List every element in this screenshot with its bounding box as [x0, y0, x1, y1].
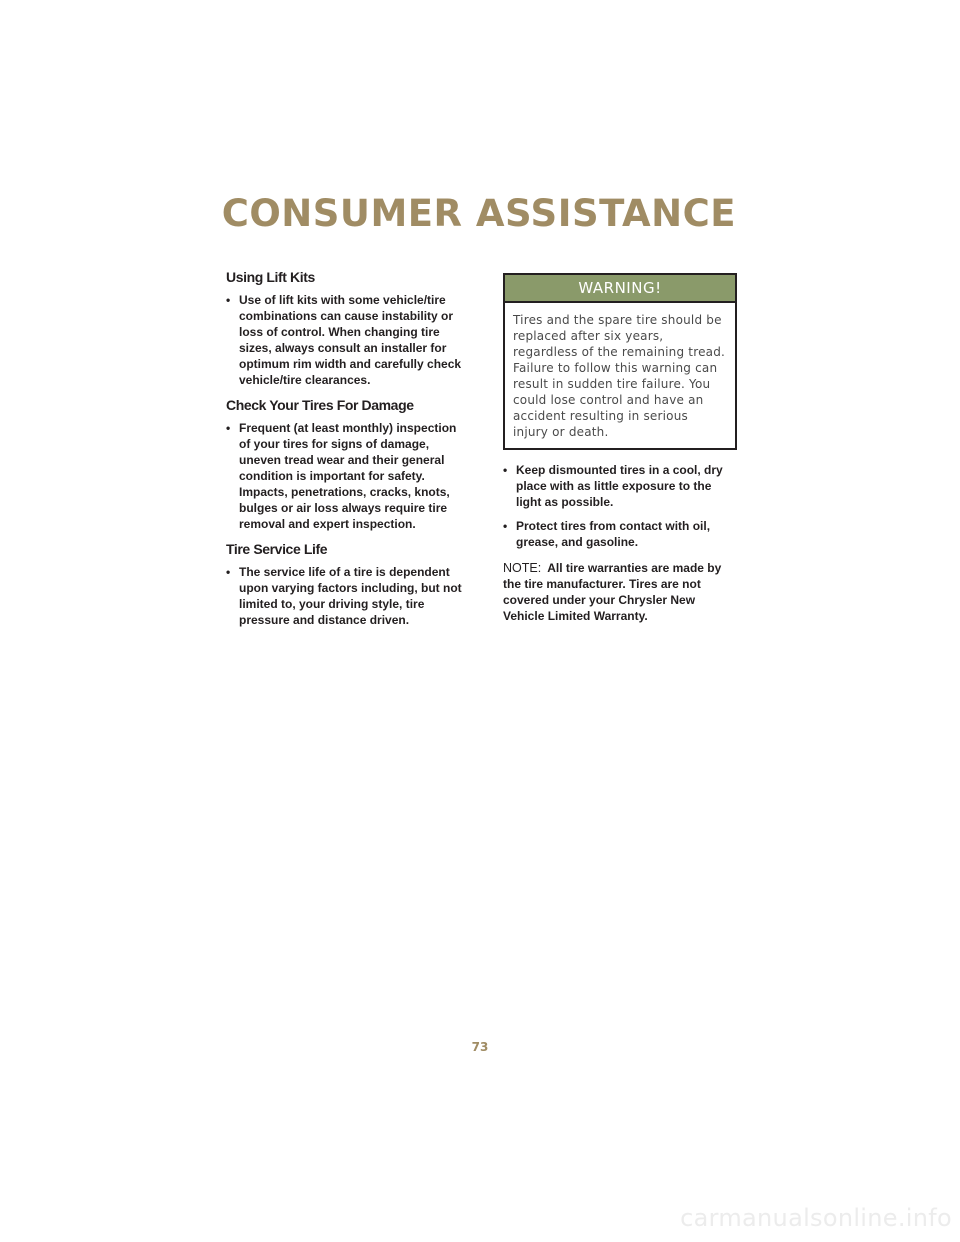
warning-body: Tires and the spare tire should be replaced after six years, regardless of the remaining tread. Failure to follow this warning can result in sudden tire failure. You could lose control and have an accident resulting in serious injury or death. — [513, 313, 726, 439]
bullet-list-service-life — [226, 564, 464, 628]
warning-title: WARNING! — [505, 275, 735, 303]
list-item — [226, 420, 464, 532]
bullet-icon: • — [503, 463, 508, 477]
section-title: CONSUMER ASSISTANCE — [221, 192, 736, 235]
bullet-list-storage — [503, 462, 737, 550]
bullet-icon: • — [226, 421, 231, 435]
heading-tire-service-life: Tire Service Life — [226, 541, 328, 557]
list-item — [503, 518, 737, 550]
right-column — [503, 273, 737, 624]
note-paragraph — [503, 560, 737, 624]
list-item — [226, 564, 464, 628]
left-column — [226, 268, 464, 636]
list-item-text: Frequent (at least monthly) inspection of your tires for signs of damage, uneven tread wear and their general condition is important for safety. Impacts, penetrations, cracks, knots, bulges or air loss always require tire removal and expert inspection. — [239, 421, 457, 531]
list-item — [503, 462, 737, 510]
note-label: NOTE: — [503, 561, 542, 575]
list-item-text: Protect tires from contact with oil, grease, and gasoline. — [516, 519, 711, 549]
heading-check-tires: Check Your Tires For Damage — [226, 397, 414, 413]
note-text: All tire warranties are made by the tire manufacturer. Tires are not covered under your Chrysler New Vehicle Limited Warranty. — [503, 561, 722, 623]
bullet-list-check-tires — [226, 420, 464, 532]
list-item-text: Keep dismounted tires in a cool, dry place with as little exposure to the light as possible. — [516, 463, 723, 509]
bullet-icon: • — [503, 519, 508, 533]
heading-lift-kits: Using Lift Kits — [226, 269, 315, 285]
list-item-text: The service life of a tire is dependent upon varying factors including, but not limited to, your driving style, tire pressure and distance driven. — [239, 565, 462, 627]
bullet-list-lift-kits — [226, 292, 464, 388]
list-item — [226, 292, 464, 388]
bullet-icon: • — [226, 565, 231, 579]
bullet-icon: • — [226, 293, 231, 307]
page-number: 73 — [471, 1040, 489, 1054]
list-item-text: Use of lift kits with some vehicle/tire combinations can cause instability or loss of control. When changing tire sizes, always consult an installer for optimum rim width and carefully check vehicle/tire clearances. — [239, 293, 462, 387]
warning-box — [503, 273, 737, 450]
watermark: carmanualsonline.info — [680, 1204, 952, 1232]
